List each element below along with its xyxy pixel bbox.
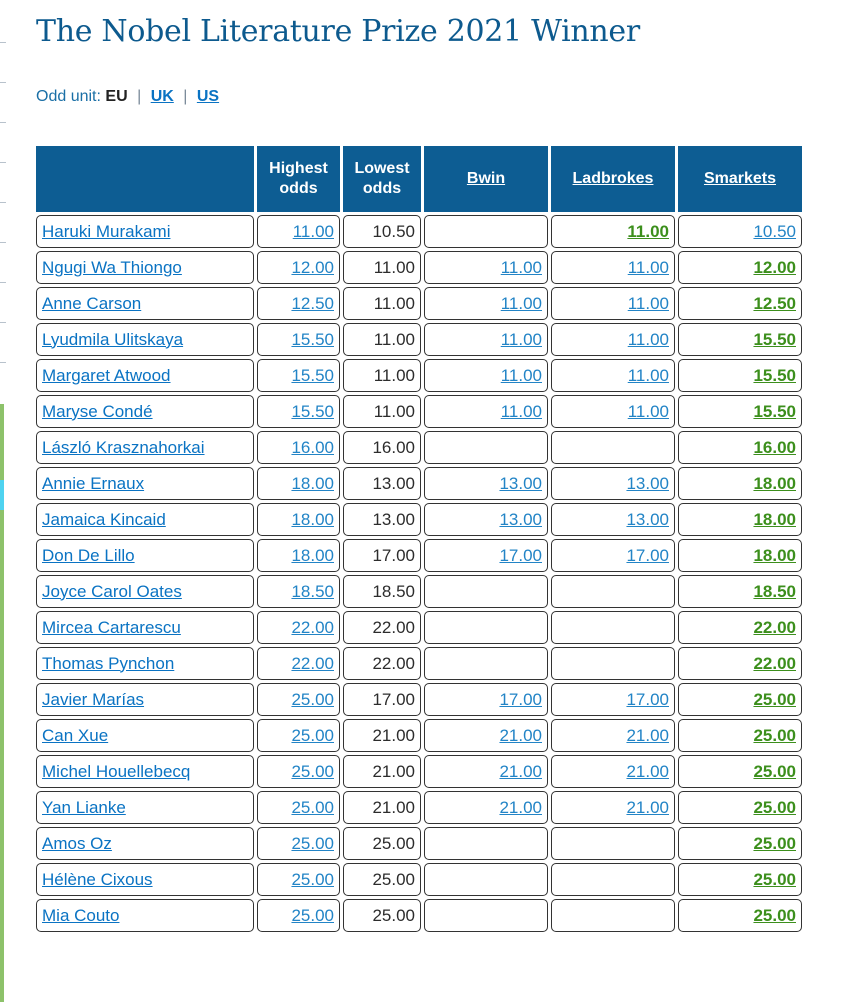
smarkets-odds-cell [678, 539, 802, 572]
lowest-odds-cell [343, 899, 421, 932]
highest-odds-link[interactable]: 25.00 [291, 869, 334, 889]
lowest-odds-value: 11.00 [373, 257, 415, 277]
contender-name-cell [36, 899, 254, 932]
bwin-odds-cell [424, 755, 548, 788]
table-row [36, 503, 802, 536]
highest-odds-link[interactable]: 25.00 [291, 833, 334, 853]
lowest-odds-value: 18.50 [372, 581, 415, 601]
contender-name-cell [36, 431, 254, 464]
bwin-odds-cell [424, 611, 548, 644]
highest-odds-link[interactable]: 22.00 [291, 617, 334, 637]
bwin-odds-link[interactable]: 17.00 [499, 545, 542, 565]
contender-link[interactable]: Annie Ernaux [42, 473, 145, 493]
table-row [36, 611, 802, 644]
highest-odds-cell [257, 467, 340, 500]
bwin-odds-cell [424, 251, 548, 284]
smarkets-odds-link[interactable]: 25.00 [753, 761, 796, 781]
highest-odds-link[interactable]: 11.00 [292, 221, 334, 241]
lowest-odds-value: 13.00 [372, 473, 415, 493]
lowest-odds-cell [343, 683, 421, 716]
lowest-odds-cell [343, 575, 421, 608]
table-row [36, 827, 802, 860]
smarkets-odds-link[interactable]: 18.50 [753, 581, 796, 601]
lowest-odds-cell [343, 863, 421, 896]
contender-link[interactable]: László Krasznahorkai [42, 437, 205, 457]
table-header-row [36, 146, 802, 212]
lowest-odds-value: 21.00 [372, 761, 415, 781]
lowest-odds-value: 21.00 [372, 725, 415, 745]
highest-odds-cell [257, 287, 340, 320]
smarkets-odds-link[interactable]: 15.50 [753, 365, 796, 385]
lowest-odds-cell [343, 719, 421, 752]
highest-odds-cell [257, 395, 340, 428]
odds-table-container [36, 143, 805, 935]
ladbrokes-odds-cell [551, 395, 675, 428]
lowest-odds-cell [343, 539, 421, 572]
lowest-odds-cell [343, 251, 421, 284]
contender-name-cell [36, 287, 254, 320]
smarkets-odds-cell [678, 287, 802, 320]
lowest-odds-cell [343, 287, 421, 320]
highest-odds-cell [257, 575, 340, 608]
smarkets-odds-link[interactable]: 10.50 [753, 221, 796, 241]
bwin-odds-link[interactable]: 11.00 [500, 329, 542, 349]
lowest-odds-cell [343, 791, 421, 824]
highest-odds-cell [257, 899, 340, 932]
odd-unit-current: EU [105, 88, 128, 105]
smarkets-odds-link[interactable]: 25.00 [753, 869, 796, 889]
odd-unit-selector: Odd unit: EU | UK | US [36, 88, 220, 105]
lowest-odds-value: 13.00 [372, 509, 415, 529]
ladbrokes-odds-cell [551, 539, 675, 572]
lowest-odds-value: 21.00 [372, 797, 415, 817]
lowest-odds-cell [343, 647, 421, 680]
col-header-lowest: Lowest odds [343, 146, 421, 212]
smarkets-odds-link[interactable]: 25.00 [753, 905, 796, 925]
lowest-odds-value: 25.00 [372, 833, 415, 853]
highest-odds-link[interactable]: 16.00 [291, 437, 334, 457]
contender-link[interactable]: Can Xue [42, 725, 109, 745]
table-row [36, 719, 802, 752]
highest-odds-cell [257, 755, 340, 788]
contender-name-cell [36, 755, 254, 788]
ladbrokes-odds-cell [551, 791, 675, 824]
table-row [36, 647, 802, 680]
contender-link[interactable]: Javier Marías [42, 689, 145, 709]
contender-name-cell [36, 791, 254, 824]
lowest-odds-cell [343, 215, 421, 248]
highest-odds-link[interactable]: 15.50 [291, 365, 334, 385]
highest-odds-cell [257, 503, 340, 536]
contender-name-cell [36, 827, 254, 860]
lowest-odds-value: 25.00 [372, 905, 415, 925]
bwin-odds-cell [424, 719, 548, 752]
highest-odds-link[interactable]: 12.00 [291, 257, 334, 277]
contender-link[interactable]: Lyudmila Ulitskaya [42, 329, 184, 349]
lowest-odds-value: 11.00 [373, 329, 415, 349]
lowest-odds-value: 25.00 [372, 869, 415, 889]
left-gutter [0, 0, 6, 1002]
contender-link[interactable]: Haruki Murakami [42, 221, 171, 241]
contender-name-cell [36, 611, 254, 644]
ladbrokes-odds-link[interactable]: 17.00 [626, 545, 669, 565]
ladbrokes-odds-cell [551, 683, 675, 716]
ladbrokes-odds-cell [551, 467, 675, 500]
highest-odds-cell [257, 719, 340, 752]
contender-link[interactable]: Amos Oz [42, 833, 112, 853]
smarkets-odds-cell [678, 791, 802, 824]
ladbrokes-odds-link[interactable]: 13.00 [626, 473, 669, 493]
ladbrokes-odds-cell [551, 611, 675, 644]
contender-link[interactable]: Margaret Atwood [42, 365, 171, 385]
bwin-odds-cell [424, 539, 548, 572]
highest-odds-link[interactable]: 25.00 [291, 725, 334, 745]
bwin-odds-link[interactable]: 21.00 [499, 797, 542, 817]
contender-name-cell [36, 323, 254, 356]
lowest-odds-cell [343, 755, 421, 788]
smarkets-odds-cell [678, 575, 802, 608]
table-row [36, 899, 802, 932]
lowest-odds-value: 16.00 [372, 437, 415, 457]
highest-odds-cell [257, 251, 340, 284]
bwin-odds-cell [424, 323, 548, 356]
highest-odds-link[interactable]: 18.00 [291, 509, 334, 529]
smarkets-odds-cell [678, 863, 802, 896]
highest-odds-link[interactable]: 12.50 [291, 293, 334, 313]
contender-link[interactable]: Thomas Pynchon [42, 653, 175, 673]
smarkets-odds-cell [678, 611, 802, 644]
table-row [36, 683, 802, 716]
ladbrokes-odds-cell [551, 827, 675, 860]
lowest-odds-value: 11.00 [373, 293, 415, 313]
bwin-odds-link[interactable]: 21.00 [499, 725, 542, 745]
contender-link[interactable]: Ngugi Wa Thiongo [42, 257, 182, 277]
bwin-odds-link[interactable]: 17.00 [499, 689, 542, 709]
highest-odds-cell [257, 539, 340, 572]
smarkets-odds-link[interactable]: 16.00 [753, 437, 796, 457]
smarkets-odds-link[interactable]: 15.50 [753, 329, 796, 349]
smarkets-odds-cell [678, 215, 802, 248]
contender-link[interactable]: Maryse Condé [42, 401, 153, 421]
bwin-odds-cell [424, 503, 548, 536]
odds-table-body [36, 215, 802, 932]
contender-name-cell [36, 539, 254, 572]
smarkets-odds-link[interactable]: 22.00 [753, 617, 796, 637]
contender-name-cell [36, 359, 254, 392]
smarkets-odds-cell [678, 647, 802, 680]
col-header-smarkets [678, 146, 802, 212]
ladbrokes-odds-link[interactable]: 11.00 [627, 293, 669, 313]
bwin-header-link[interactable]: Bwin [466, 170, 506, 187]
col-header-name [36, 146, 254, 212]
highest-odds-cell [257, 683, 340, 716]
ladbrokes-odds-cell [551, 719, 675, 752]
ladbrokes-odds-cell [551, 503, 675, 536]
highest-odds-link[interactable]: 18.00 [291, 473, 334, 493]
ladbrokes-odds-cell [551, 647, 675, 680]
odd-unit-us-link[interactable]: US [196, 88, 220, 105]
ladbrokes-odds-cell [551, 755, 675, 788]
table-row [36, 215, 802, 248]
highest-odds-cell [257, 827, 340, 860]
bwin-odds-cell [424, 215, 548, 248]
smarkets-odds-link[interactable]: 18.00 [753, 545, 796, 565]
highest-odds-link[interactable]: 15.50 [291, 329, 334, 349]
bwin-odds-cell [424, 359, 548, 392]
contender-link[interactable]: Mircea Cartarescu [42, 617, 181, 637]
smarkets-odds-cell [678, 899, 802, 932]
highest-odds-cell [257, 431, 340, 464]
col-header-highest: Highest odds [257, 146, 340, 212]
highest-odds-cell [257, 323, 340, 356]
ladbrokes-odds-link[interactable]: 11.00 [627, 257, 669, 277]
smarkets-odds-cell [678, 359, 802, 392]
bwin-odds-cell [424, 467, 548, 500]
bwin-odds-link[interactable]: 21.00 [499, 761, 542, 781]
bwin-odds-cell [424, 647, 548, 680]
smarkets-odds-link[interactable]: 18.00 [753, 509, 796, 529]
lowest-odds-cell [343, 827, 421, 860]
bwin-odds-cell [424, 287, 548, 320]
contender-name-cell [36, 647, 254, 680]
contender-link[interactable]: Jamaica Kincaid [42, 509, 166, 529]
bwin-odds-link[interactable]: 11.00 [500, 257, 542, 277]
highest-odds-link[interactable]: 25.00 [291, 797, 334, 817]
smarkets-odds-link[interactable]: 18.00 [753, 473, 796, 493]
ladbrokes-odds-link[interactable]: 11.00 [627, 365, 669, 385]
contender-name-cell [36, 863, 254, 896]
bwin-odds-link[interactable]: 11.00 [500, 293, 542, 313]
lowest-odds-cell [343, 431, 421, 464]
lowest-odds-value: 11.00 [373, 401, 415, 421]
highest-odds-link[interactable]: 25.00 [291, 905, 334, 925]
contender-name-cell [36, 251, 254, 284]
bwin-odds-link[interactable]: 13.00 [499, 473, 542, 493]
table-row [36, 539, 802, 572]
table-row [36, 287, 802, 320]
smarkets-odds-link[interactable]: 25.00 [753, 689, 796, 709]
highest-odds-cell [257, 647, 340, 680]
lowest-odds-cell [343, 359, 421, 392]
bwin-odds-cell [424, 683, 548, 716]
ladbrokes-header-link[interactable]: Ladbrokes [572, 170, 654, 187]
ladbrokes-odds-cell [551, 323, 675, 356]
highest-odds-link[interactable]: 22.00 [291, 653, 334, 673]
odd-unit-label: Odd unit: [36, 88, 101, 105]
lowest-odds-value: 10.50 [372, 221, 415, 241]
lowest-odds-value: 22.00 [372, 617, 415, 637]
ladbrokes-odds-cell [551, 215, 675, 248]
lowest-odds-cell [343, 503, 421, 536]
smarkets-odds-link[interactable]: 25.00 [753, 833, 796, 853]
bwin-odds-cell [424, 575, 548, 608]
ladbrokes-odds-link[interactable]: 21.00 [626, 761, 669, 781]
highest-odds-link[interactable]: 18.50 [291, 581, 334, 601]
smarkets-odds-link[interactable]: 22.00 [753, 653, 796, 673]
highest-odds-link[interactable]: 25.00 [291, 689, 334, 709]
bwin-odds-cell [424, 899, 548, 932]
smarkets-odds-cell [678, 683, 802, 716]
contender-link[interactable]: Michel Houellebecq [42, 761, 191, 781]
highest-odds-cell [257, 359, 340, 392]
lowest-odds-cell [343, 323, 421, 356]
table-row [36, 323, 802, 356]
smarkets-odds-cell [678, 827, 802, 860]
highest-odds-cell [257, 611, 340, 644]
bwin-odds-link[interactable]: 13.00 [499, 509, 542, 529]
ladbrokes-odds-link[interactable]: 17.00 [626, 689, 669, 709]
contender-link[interactable]: Joyce Carol Oates [42, 581, 182, 601]
contender-name-cell [36, 683, 254, 716]
contender-link[interactable]: Mia Couto [42, 905, 120, 925]
bwin-odds-link[interactable]: 11.00 [500, 365, 542, 385]
table-row [36, 431, 802, 464]
ladbrokes-odds-cell [551, 359, 675, 392]
ladbrokes-odds-cell [551, 251, 675, 284]
lowest-odds-cell [343, 395, 421, 428]
bwin-odds-link[interactable]: 11.00 [500, 401, 542, 421]
lowest-odds-value: 11.00 [373, 365, 415, 385]
odds-table [33, 143, 805, 935]
col-header-bwin [424, 146, 548, 212]
table-row [36, 755, 802, 788]
page-title: The Nobel Literature Prize 2021 Winner [36, 14, 640, 49]
ladbrokes-odds-link[interactable]: 21.00 [626, 725, 669, 745]
ladbrokes-odds-link[interactable]: 21.00 [626, 797, 669, 817]
smarkets-odds-cell [678, 755, 802, 788]
ladbrokes-odds-cell [551, 863, 675, 896]
smarkets-odds-cell [678, 431, 802, 464]
contender-link[interactable]: Yan Lianke [42, 797, 126, 817]
table-row [36, 395, 802, 428]
lowest-odds-cell [343, 611, 421, 644]
smarkets-odds-cell [678, 395, 802, 428]
contender-name-cell [36, 575, 254, 608]
highest-odds-cell [257, 863, 340, 896]
contender-name-cell [36, 395, 254, 428]
contender-link[interactable]: Anne Carson [42, 293, 142, 313]
contender-name-cell [36, 215, 254, 248]
lowest-odds-cell [343, 467, 421, 500]
bwin-odds-cell [424, 791, 548, 824]
highest-odds-link[interactable]: 25.00 [291, 761, 334, 781]
highest-odds-cell [257, 791, 340, 824]
contender-name-cell [36, 719, 254, 752]
highest-odds-cell [257, 215, 340, 248]
smarkets-odds-link[interactable]: 15.50 [753, 401, 796, 421]
highest-odds-link[interactable]: 18.00 [291, 545, 334, 565]
table-row [36, 359, 802, 392]
smarkets-odds-link[interactable]: 25.00 [753, 725, 796, 745]
table-row [36, 251, 802, 284]
smarkets-odds-cell [678, 323, 802, 356]
contender-link[interactable]: Hélène Cixous [42, 869, 153, 889]
ladbrokes-odds-cell [551, 287, 675, 320]
smarkets-odds-link[interactable]: 25.00 [753, 797, 796, 817]
smarkets-odds-link[interactable]: 12.50 [753, 293, 796, 313]
contender-name-cell [36, 503, 254, 536]
ladbrokes-odds-cell [551, 575, 675, 608]
bwin-odds-cell [424, 431, 548, 464]
ladbrokes-odds-cell [551, 431, 675, 464]
lowest-odds-value: 17.00 [372, 689, 415, 709]
table-row [36, 575, 802, 608]
contender-name-cell [36, 467, 254, 500]
ladbrokes-odds-link[interactable]: 11.00 [627, 401, 669, 421]
smarkets-odds-cell [678, 467, 802, 500]
bwin-odds-cell [424, 827, 548, 860]
ladbrokes-odds-link[interactable]: 11.00 [627, 329, 669, 349]
table-row [36, 467, 802, 500]
bwin-odds-cell [424, 395, 548, 428]
smarkets-odds-link[interactable]: 12.00 [753, 257, 796, 277]
ladbrokes-odds-link[interactable]: 13.00 [626, 509, 669, 529]
smarkets-odds-cell [678, 251, 802, 284]
col-header-ladbrokes [551, 146, 675, 212]
table-row [36, 863, 802, 896]
smarkets-odds-cell [678, 719, 802, 752]
ladbrokes-odds-link[interactable]: 11.00 [627, 221, 669, 241]
table-row [36, 791, 802, 824]
lowest-odds-value: 17.00 [372, 545, 415, 565]
lowest-odds-value: 22.00 [372, 653, 415, 673]
odd-unit-uk-link[interactable]: UK [150, 88, 174, 105]
contender-link[interactable]: Don De Lillo [42, 545, 135, 565]
ladbrokes-odds-cell [551, 899, 675, 932]
smarkets-header-link[interactable]: Smarkets [703, 170, 777, 187]
bwin-odds-cell [424, 863, 548, 896]
highest-odds-link[interactable]: 15.50 [291, 401, 334, 421]
smarkets-odds-cell [678, 503, 802, 536]
